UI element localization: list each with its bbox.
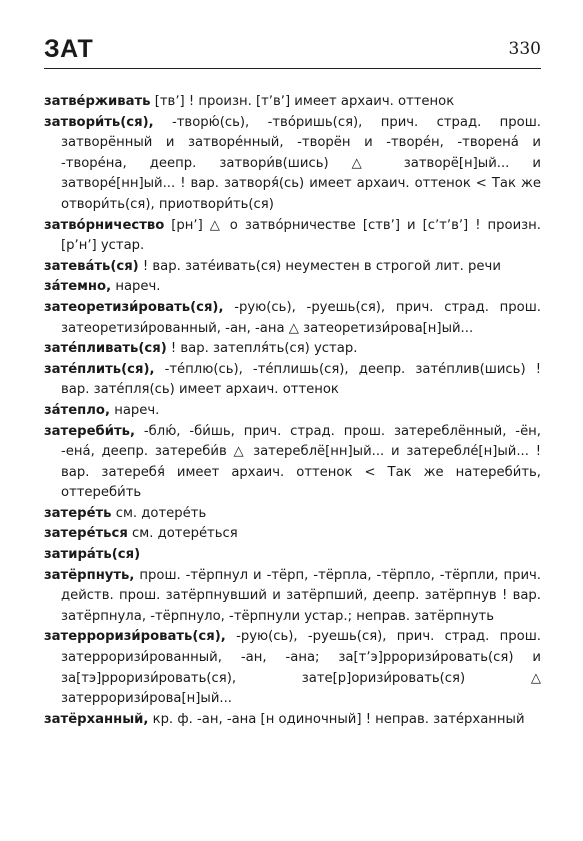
dictionary-entry: [44, 360, 541, 401]
entry-body: [рнʼ] △ о затво́рничестве [ствʼ] и [сʼтʼвʼ] ! произн. [рʼнʼ] устар.: [61, 217, 541, 254]
dictionary-entry: [44, 113, 541, 216]
entry-body: -блю́, -би́шь, прич. страд. прош. затереблённый, -ён, -ена́, деепр. затереби́в △ затереблё[нн]ый... и затеребле́[н]ый... ! вар. затеребя́ имеет архаич. оттенок < Так же натереби́ть, оттереби́ть: [61, 423, 541, 501]
dictionary-entry: [44, 401, 541, 422]
entry-body: ! вар. затепля́ть(ся) устар.: [166, 341, 358, 357]
headword: затвори́ть(ся),: [44, 114, 154, 130]
entry-body: см. дотере́ться: [127, 526, 238, 542]
running-head: ЗАТ: [44, 35, 94, 63]
headword: за́тепло,: [44, 402, 110, 418]
entry-body: -рую(сь), -руешь(ся), прич. страд. прош. затеоретизи́рованный, -ан, -ана △ затеоретизи́рова[н]ый...: [61, 299, 541, 336]
dictionary-entry: [44, 524, 541, 545]
headword: зате́плить(ся),: [44, 361, 155, 377]
dictionary-entry: [44, 566, 541, 628]
headword: затеоретизи́ровать(ся),: [44, 299, 224, 315]
entry-body: см. дотере́ть: [111, 505, 207, 521]
headword: затева́ть(ся): [44, 258, 139, 274]
headword: затёрханный,: [44, 711, 149, 727]
headword: затере́ть: [44, 505, 112, 521]
entry-body: нареч.: [111, 279, 161, 295]
dictionary-column: [44, 92, 541, 730]
entry-body: кр. ф. -ан, -ана [н одиночный] ! неправ. зате́рханный: [148, 711, 525, 727]
dictionary-entry: [44, 545, 541, 566]
entry-body: нареч.: [110, 402, 160, 418]
headword: затира́ть(ся): [44, 547, 141, 563]
headword: затереби́ть,: [44, 423, 135, 439]
entry-body: ! вар. зате́ивать(ся) неуместен в строгой лит. речи: [138, 258, 501, 274]
dictionary-entry: [44, 277, 541, 298]
entry-body: прош. -тёрпнул и -тёрп, -тёрпла, -тёрпло, -тёрпли, прич. действ. прош. затёрпнувший и затёрпший, деепр. затёрпнув ! вар. затёрпнула, -тёрпнуло, -тёрпнули устар.; неправ. затёрпнуть: [61, 567, 541, 624]
dictionary-entry: [44, 92, 541, 113]
entry-body: -рую(сь), -руешь(ся), прич. страд. прош. затерроризи́рованный, -ан, -ана; за[тʼэ]рроризи́ровать(ся) и за[тэ]рроризи́ровать(ся), зате[р]оризи́ровать(ся) △ затерроризи́рова[н]ый...: [61, 629, 541, 707]
headword: затве́рживать: [44, 94, 151, 109]
dictionary-entry: [44, 257, 541, 278]
page-number: 330: [508, 39, 541, 59]
headword: зате́пливать(ся): [44, 341, 167, 357]
entry-body: [твʼ] ! произн. [тʼвʼ] имеет архаич. оттенок: [150, 94, 455, 109]
entry-body: -творю́(сь), -тво́ришь(ся), прич. страд. прош. затворённый и затворе́нный, -творён и -творе́н, -творена́ и -творе́на, деепр. затвори́в(шись) △ затворё[н]ый... и затворе́[нн]ый... ! вар. затворя́(сь) имеет архаич. оттенок < Так же отвори́ть(ся), приотвори́ть(ся): [61, 114, 541, 212]
headword: затерроризи́ровать(ся),: [44, 629, 226, 645]
headword: затво́рничество: [44, 217, 165, 233]
page-header: [44, 30, 541, 69]
dictionary-entry: [44, 504, 541, 525]
headword: затёрпнуть,: [44, 567, 135, 583]
headword: за́темно,: [44, 279, 112, 295]
dictionary-entry: [44, 339, 541, 360]
dictionary-entry: [44, 710, 541, 731]
headword: затере́ться: [44, 526, 128, 542]
dictionary-entry: [44, 216, 541, 257]
dictionary-entry: [44, 298, 541, 339]
dictionary-entry: [44, 422, 541, 504]
dictionary-entry: [44, 627, 541, 709]
entry-body: -те́плю(сь), -те́плишь(ся), деепр. зате́плив(шись) ! вар. зате́пля(сь) имеет архаич. оттенок: [61, 361, 541, 398]
